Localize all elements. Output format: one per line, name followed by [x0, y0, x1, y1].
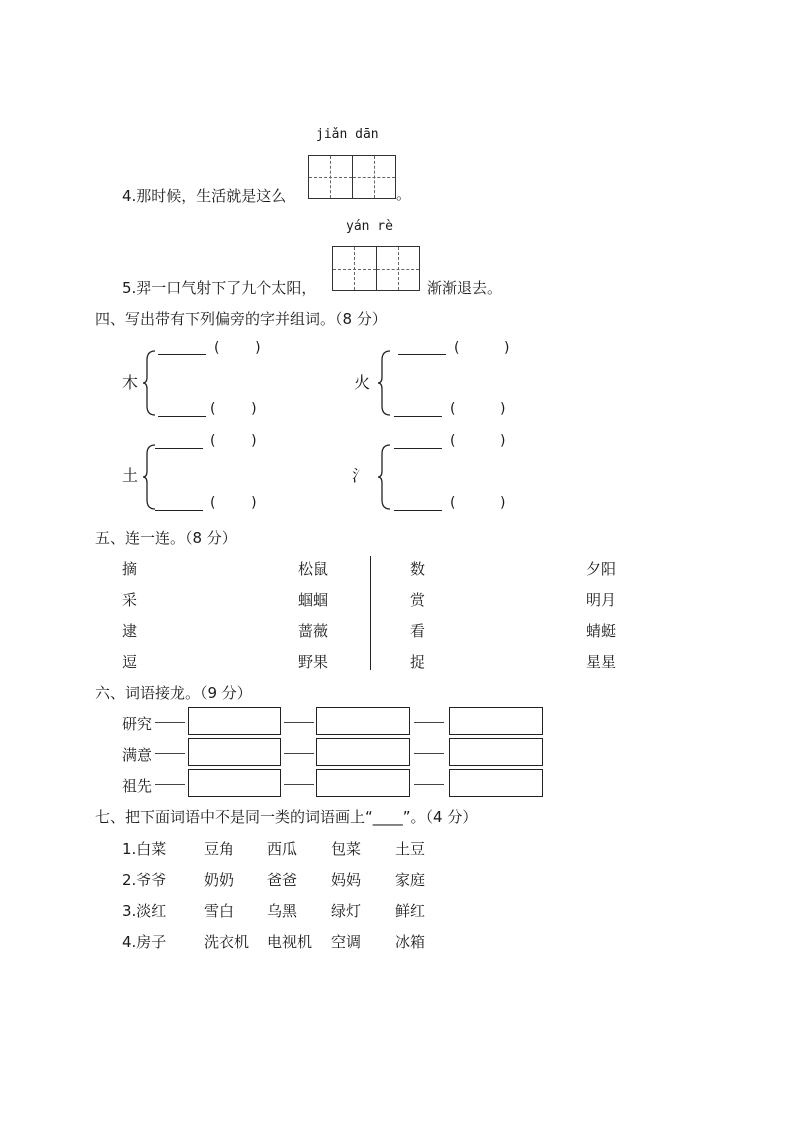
word-item[interactable]: 妈妈	[331, 871, 362, 889]
word-item[interactable]: 家庭	[395, 871, 426, 889]
match-noun[interactable]: 星星	[586, 653, 617, 671]
connector	[414, 722, 444, 723]
match-verb[interactable]: 采	[122, 591, 138, 609]
match-noun[interactable]: 松鼠	[298, 560, 329, 578]
word-parens[interactable]: ( )	[450, 495, 506, 511]
word-parens[interactable]: ( )	[450, 433, 506, 449]
word-parens[interactable]: ( )	[214, 340, 261, 356]
chain-answer-box[interactable]	[449, 707, 543, 735]
word-item[interactable]: 包菜	[331, 840, 362, 858]
word-item[interactable]: 4.房子	[122, 933, 167, 951]
word-item[interactable]: 西瓜	[267, 840, 298, 858]
word-parens[interactable]: ( )	[454, 340, 510, 356]
connector	[155, 722, 185, 723]
radical-shui: 氵	[352, 466, 369, 485]
radical-huo: 火	[354, 373, 371, 392]
match-noun[interactable]: 蜻蜓	[586, 622, 617, 640]
q4-end: 。	[396, 185, 412, 203]
q5-text: 5.羿一口气射下了九个太阳，	[122, 279, 317, 297]
chain-answer-box[interactable]	[449, 738, 543, 766]
chain-answer-box[interactable]	[188, 707, 281, 735]
word-item[interactable]: 1.白菜	[122, 840, 167, 858]
q4-text: 4.那时候，生活就是这么	[122, 187, 287, 205]
section4-title: 四、写出带有下列偏旁的字并组词。（8 分）	[95, 310, 387, 328]
section7-title: 七、把下面词语中不是同一类的词语画上“____”。（4 分）	[95, 808, 478, 826]
match-verb[interactable]: 赏	[410, 591, 426, 609]
match-noun[interactable]: 野果	[298, 653, 329, 671]
radical-mu: 木	[122, 373, 139, 392]
word-item[interactable]: 3.淡红	[122, 902, 167, 920]
word-item[interactable]: 爸爸	[267, 871, 298, 889]
connector	[155, 784, 185, 785]
match-verb[interactable]: 看	[410, 622, 426, 640]
chain-answer-box[interactable]	[188, 738, 281, 766]
match-noun[interactable]: 蝈蝈	[298, 591, 329, 609]
brace	[142, 444, 154, 510]
match-noun[interactable]: 明月	[586, 591, 617, 609]
connector	[284, 784, 314, 785]
match-verb[interactable]: 逗	[122, 653, 138, 671]
answer-blank[interactable]	[394, 416, 442, 417]
chain-answer-box[interactable]	[316, 769, 410, 797]
word-item[interactable]: 冰箱	[395, 933, 426, 951]
answer-blank[interactable]	[394, 448, 442, 449]
word-item[interactable]: 绿灯	[331, 902, 362, 920]
word-item[interactable]: 洗衣机	[204, 933, 250, 951]
word-item[interactable]: 雪白	[204, 902, 235, 920]
word-item[interactable]: 电视机	[267, 933, 313, 951]
connector	[284, 722, 314, 723]
column-divider	[370, 556, 371, 670]
word-item[interactable]: 空调	[331, 933, 362, 951]
brace	[142, 350, 154, 416]
section5-title: 五、连一连。（8 分）	[95, 529, 237, 547]
q4-pinyin: jiǎn dān	[316, 127, 379, 142]
word-item[interactable]: 乌黑	[267, 902, 298, 920]
chain-answer-box[interactable]	[316, 707, 410, 735]
match-verb[interactable]: 捉	[410, 653, 426, 671]
word-item[interactable]: 土豆	[395, 840, 426, 858]
q5-end: 渐渐退去。	[427, 279, 503, 297]
word-item[interactable]: 奶奶	[204, 871, 235, 889]
match-verb[interactable]: 摘	[122, 560, 138, 578]
answer-blank[interactable]	[155, 448, 203, 449]
match-noun[interactable]: 蔷薇	[298, 622, 329, 640]
word-parens[interactable]: ( )	[210, 433, 257, 449]
section6-title: 六、词语接龙。（9 分）	[95, 684, 252, 702]
chain-answer-box[interactable]	[188, 769, 281, 797]
word-parens[interactable]: ( )	[210, 401, 257, 417]
connector	[155, 753, 185, 754]
word-item[interactable]: 2.爷爷	[122, 871, 167, 889]
match-noun[interactable]: 夕阳	[586, 560, 617, 578]
q5-writing-grid[interactable]	[332, 246, 420, 291]
connector	[284, 753, 314, 754]
answer-blank[interactable]	[155, 510, 203, 511]
connector	[414, 753, 444, 754]
word-parens[interactable]: ( )	[210, 495, 257, 511]
chain-answer-box[interactable]	[449, 769, 543, 797]
answer-blank[interactable]	[158, 416, 206, 417]
word-parens[interactable]: ( )	[450, 401, 506, 417]
brace	[377, 444, 389, 510]
chain-start: 研究	[122, 715, 153, 733]
q4-writing-grid[interactable]	[308, 155, 396, 199]
chain-start: 满意	[122, 746, 153, 764]
word-item[interactable]: 鲜红	[395, 902, 426, 920]
brace	[377, 350, 389, 416]
answer-blank[interactable]	[394, 510, 442, 511]
chain-answer-box[interactable]	[316, 738, 410, 766]
q5-pinyin: yán rè	[346, 219, 393, 234]
word-item[interactable]: 豆角	[204, 840, 235, 858]
match-verb[interactable]: 逮	[122, 622, 138, 640]
chain-start: 祖先	[122, 777, 153, 795]
answer-blank[interactable]	[398, 354, 446, 355]
answer-blank[interactable]	[158, 354, 206, 355]
match-verb[interactable]: 数	[410, 560, 426, 578]
connector	[414, 784, 444, 785]
radical-tu: 土	[122, 466, 139, 485]
